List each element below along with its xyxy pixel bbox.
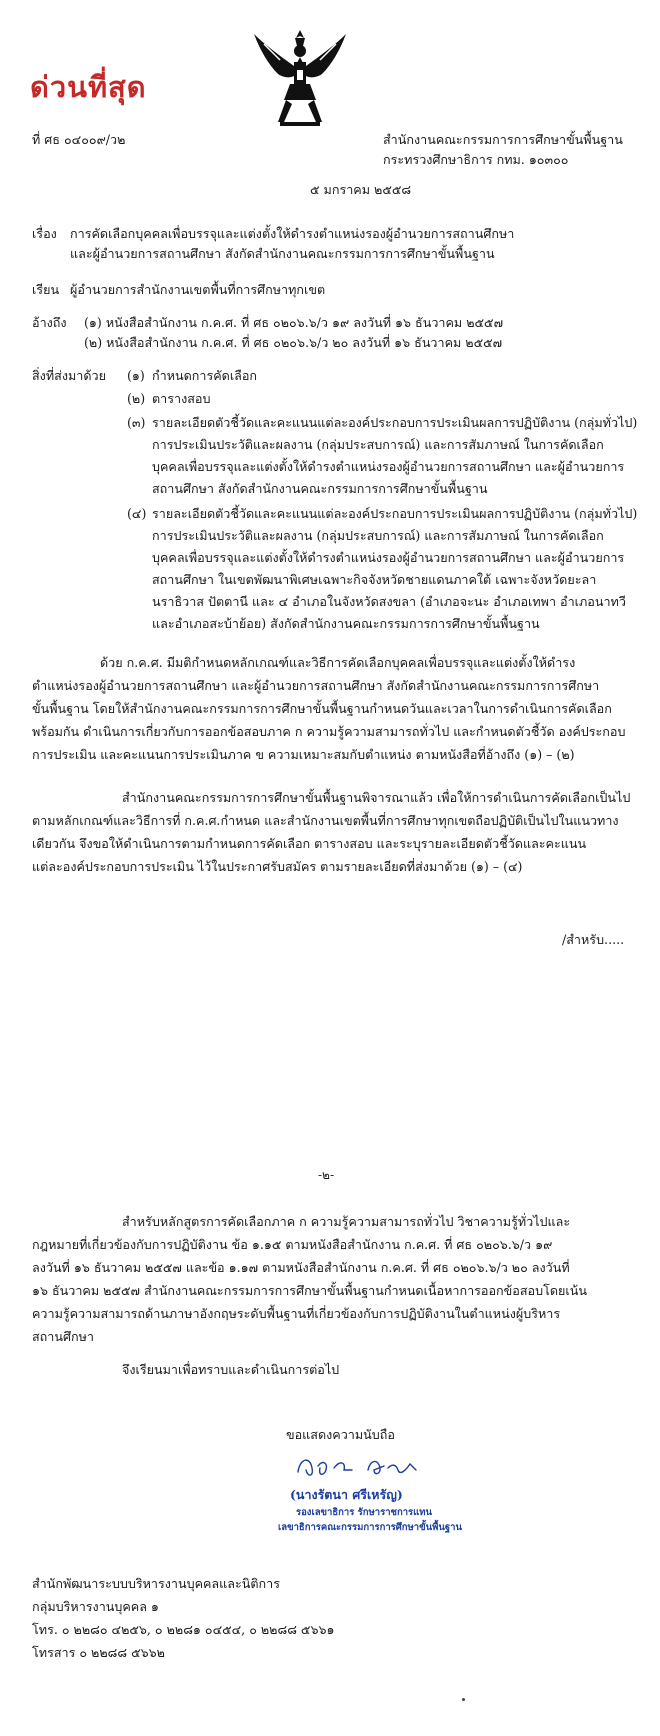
- enclosure-line: นราธิวาส ปัตตานี และ ๔ อำเภอในจังหวัดสงขลา (อำเภอจะนะ อำเภอเทพา อำเภอนาทวี: [152, 594, 626, 609]
- subject-label: เรื่อง: [32, 226, 57, 241]
- footer-fax: โทรสาร ๐ ๒๒๘๘ ๕๖๖๒: [32, 1645, 165, 1660]
- body-line: สถานศึกษา: [32, 1329, 94, 1344]
- subject-line: การคัดเลือกบุคคลเพื่อบรรจุและแต่งตั้งให้ดำรงตำแหน่งรองผู้อำนวยการสถานศึกษา: [70, 226, 515, 241]
- page-number: -๒-: [318, 1168, 335, 1182]
- reference-label: อ้างถึง: [32, 315, 67, 330]
- body-line: สำหรับหลักสูตรการคัดเลือกภาค ก ความรู้ความสามารถทั่วไป วิชาความรู้ทั่วไปและ: [122, 1214, 571, 1229]
- enclosure-number: (๔): [127, 506, 147, 521]
- body-line: พร้อมกัน ดำเนินการเกี่ยวกับการออกข้อสอบภาค ก ความรู้ความสามารถทั่วไป และกำหนดตัวชี้วัด องค์ประกอบ: [32, 724, 626, 739]
- handwritten-signature: [290, 1450, 440, 1482]
- enclosure-line: บุคคลเพื่อบรรจุและแต่งตั้งให้ดำรงตำแหน่งรองผู้อำนวยการสถานศึกษา และผู้อำนวยการ: [152, 459, 625, 474]
- signatory-position: รองเลขาธิการ รักษาราชการแทน: [296, 1507, 433, 1518]
- regards-line: ขอแสดงความนับถือ: [286, 1427, 395, 1442]
- office-name: สำนักงานคณะกรรมการการศึกษาขั้นพื้นฐาน: [383, 132, 623, 147]
- footer-department: สำนักพัฒนาระบบบริหารงานบุคคลและนิติการ: [32, 1576, 281, 1591]
- recipient-text: ผู้อำนวยการสำนักงานเขตพื้นที่การศึกษาทุกเขต: [70, 282, 326, 297]
- signatory-name: (นางรัตนา ศรีเหรัญ): [290, 1487, 403, 1502]
- subject-line: และผู้อำนวยการสถานศึกษา สังกัดสำนักงานคณะกรรมการการศึกษาขั้นพื้นฐาน: [70, 246, 495, 261]
- scan-speck: [462, 1698, 465, 1701]
- document-number: ที่ ศธ ๐๔๐๐๙/ว๒: [32, 132, 126, 147]
- enclosure-number: (๑): [127, 368, 145, 383]
- body-line: ๑๖ ธันวาคม ๒๕๕๗ สำนักงานคณะกรรมการการศึกษาขั้นพื้นฐานกำหนดเนื้อหาการออกข้อสอบโดยเน้น: [32, 1283, 587, 1298]
- enclosure-line: รายละเอียดตัวชี้วัดและคะแนนแต่ละองค์ประกอบการประเมินผลการปฏิบัติงาน (กลุ่มทั่วไป): [152, 506, 638, 521]
- enclosure-label: สิ่งที่ส่งมาด้วย: [32, 368, 106, 383]
- office-address: กระทรวงศึกษาธิการ กทม. ๑๐๓๐๐: [383, 152, 569, 167]
- body-line: ด้วย ก.ค.ศ. มีมติกำหนดหลักเกณฑ์และวิธีการคัดเลือกบุคคลเพื่อบรรจุและแต่งตั้งให้ดำรง: [100, 655, 576, 670]
- enclosure-line: สถานศึกษา สังกัดสำนักงานคณะกรรมการการศึกษาขั้นพื้นฐาน: [152, 481, 488, 496]
- enclosure-line: ตารางสอบ: [152, 391, 211, 406]
- document-date: ๕ มกราคม ๒๕๕๘: [310, 182, 412, 197]
- reference-item: (๑) หนังสือสำนักงาน ก.ค.ศ. ที่ ศธ ๐๒๐๖.๖/ว ๑๙ ลงวันที่ ๑๖ ธันวาคม ๒๕๕๗: [84, 315, 504, 330]
- enclosure-line: บุคคลเพื่อบรรจุและแต่งตั้งให้ดำรงตำแหน่งรองผู้อำนวยการสถานศึกษา และผู้อำนวยการ: [152, 550, 625, 565]
- body-line: ตำแหน่งรองผู้อำนวยการสถานศึกษา และผู้อำนวยการสถานศึกษา สังกัดสำนักงานคณะกรรมการการศึกษา: [32, 678, 600, 693]
- body-line: แต่ละองค์ประกอบการประเมิน ไว้ในประกาศรับสมัคร ตามรายละเอียดที่ส่งมาด้วย (๑) – (๔): [32, 859, 523, 874]
- body-line: ลงวันที่ ๑๖ ธันวาคม ๒๕๕๗ และข้อ ๑.๑๗ ตามหนังสือสำนักงาน ก.ค.ศ. ที่ ศธ ๐๒๐๖.๖/ว ๒๐ ลงวันที่: [32, 1260, 570, 1275]
- enclosure-line: สถานศึกษา ในเขตพัฒนาพิเศษเฉพาะกิจจังหวัดชายแดนภาคใต้ เฉพาะจังหวัดยะลา: [152, 572, 597, 587]
- closing-line: จึงเรียนมาเพื่อทราบและดำเนินการต่อไป: [122, 1362, 340, 1377]
- enclosure-line: การประเมินประวัติและผลงาน (กลุ่มประสบการณ์) และการสัมภาษณ์ ในการคัดเลือก: [152, 437, 604, 452]
- enclosure-line: รายละเอียดตัวชี้วัดและคะแนนแต่ละองค์ประกอบการประเมินผลการปฏิบัติงาน (กลุ่มทั่วไป): [152, 415, 638, 430]
- footer-group: กลุ่มบริหารงานบุคคล ๑: [32, 1599, 159, 1614]
- body-line: กฎหมายที่เกี่ยวข้องกับการปฏิบัติงาน ข้อ ๑.๑๕ ตามหนังสือสำนักงาน ก.ค.ศ. ที่ ศธ ๐๒๐๖.๖/ว ๑๙: [32, 1237, 553, 1252]
- signatory-position: เลขาธิการคณะกรรมการการศึกษาขั้นพื้นฐาน: [278, 1522, 462, 1533]
- enclosure-line: กำหนดการคัดเลือก: [152, 368, 258, 383]
- continued-marker: /สำหรับ.....: [562, 932, 625, 947]
- recipient-label: เรียน: [32, 282, 60, 297]
- reference-item: (๒) หนังสือสำนักงาน ก.ค.ศ. ที่ ศธ ๐๒๐๖.๖/ว ๒๐ ลงวันที่ ๑๖ ธันวาคม ๒๕๕๗: [84, 335, 503, 350]
- body-line: สำนักงานคณะกรรมการการศึกษาขั้นพื้นฐานพิจารณาแล้ว เพื่อให้การดำเนินการคัดเลือกเป็นไป: [122, 790, 631, 805]
- enclosure-number: (๓): [127, 415, 146, 430]
- garuda-emblem: [250, 26, 350, 128]
- body-line: เดียวกัน จึงขอให้ดำเนินการตามกำหนดการคัดเลือก ตารางสอบ และระบุรายละเอียดตัวชี้วัดและคะแนน: [32, 836, 587, 851]
- enclosure-line: การประเมินประวัติและผลงาน (กลุ่มประสบการณ์) และการสัมภาษณ์ ในการคัดเลือก: [152, 528, 604, 543]
- footer-phone: โทร. ๐ ๒๒๘๐ ๔๒๕๖, ๐ ๒๒๘๑ ๐๔๕๔, ๐ ๒๒๘๘ ๕๖๖๑: [32, 1622, 335, 1637]
- body-line: ความรู้ความสามารถด้านภาษาอังกฤษระดับพื้นฐานที่เกี่ยวข้องกับการปฏิบัติงานในตำแหน่งผู้บริหาร: [32, 1306, 561, 1321]
- body-line: ขั้นพื้นฐาน โดยให้สำนักงานคณะกรรมการการศึกษาขั้นพื้นฐานกำหนดวันและเวลาในการดำเนินการคัดเลือก: [32, 701, 612, 716]
- urgency-stamp: ด่วนที่สุด: [30, 70, 147, 104]
- body-line: ตามหลักเกณฑ์และวิธีการที่ ก.ค.ศ.กำหนด และสำนักงานเขตพื้นที่การศึกษาทุกเขตถือปฏิบัติเป็นไปในแนวทาง: [32, 813, 619, 828]
- enclosure-number: (๒): [127, 391, 146, 406]
- body-line: การประเมิน และคะแนนการประเมินภาค ข ความเหมาะสมกับตำแหน่ง ตามหนังสือที่อ้างถึง (๑) – (๒): [32, 747, 575, 762]
- enclosure-line: และอำเภอสะบ้าย้อย) สังกัดสำนักงานคณะกรรมการการศึกษาขั้นพื้นฐาน: [152, 616, 540, 631]
